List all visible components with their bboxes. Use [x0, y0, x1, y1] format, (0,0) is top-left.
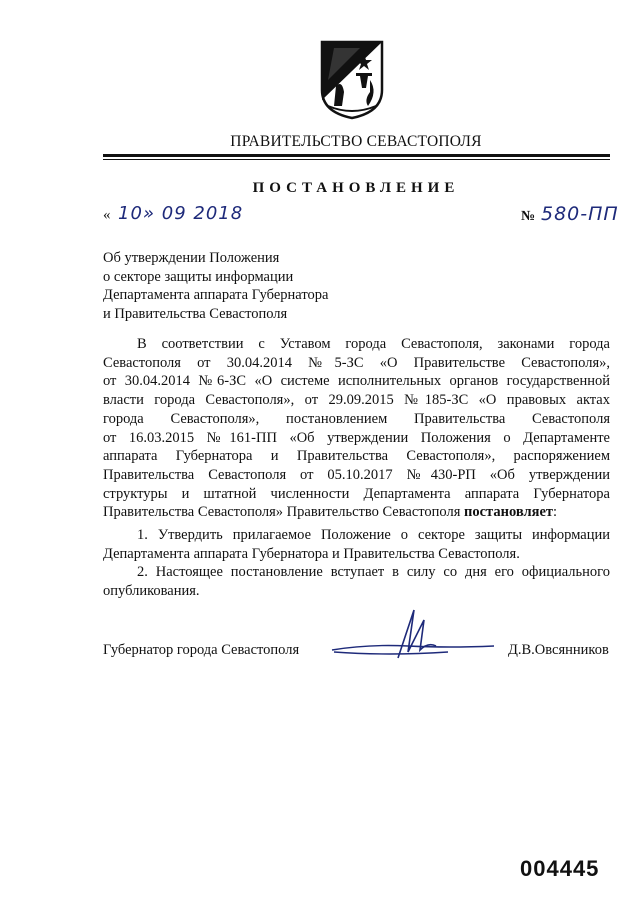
- paragraph-line: В соответствии с Уставом города Севастополя, законами города: [137, 336, 610, 352]
- preamble-paragraph: [103, 335, 610, 522]
- organization-title: ПРАВИТЕЛЬСТВО СЕВАСТОПОЛЯ: [230, 133, 482, 150]
- subject-line: Департамента аппарата Губернатора: [103, 287, 329, 304]
- form-serial-number: 004445: [520, 856, 600, 881]
- header-rule-thick: [103, 154, 610, 157]
- paragraph-line: аппарата Губернатора и Правительства Севастополя», распоряжением: [103, 448, 610, 465]
- subject-heading: [103, 249, 328, 324]
- coat-of-arms-emblem: [320, 40, 384, 120]
- paragraph-line: Департамента аппарата Губернатора и Правительства Севастополя.: [103, 545, 520, 562]
- paragraph-line: власти города Севастополя», от 29.09.2015 №185-ЗС «О правовых актах: [103, 392, 610, 409]
- header-rule-thin: [103, 159, 610, 160]
- paragraph-line: Правительства Севастополя от 05.10.2017 №430-РП «Об утверждении: [103, 466, 610, 483]
- document-type-title: ПОСТАНОВЛЕНИЕ: [252, 180, 460, 196]
- paragraph-line-text: Правительства Севастополя» Правительство Севастополя: [103, 504, 461, 521]
- subject-line: Об утверждении Положения: [103, 250, 280, 266]
- paragraph-line: от 16.03.2015 №161-ПП «Об утверждении Положения о Департаменте: [103, 429, 610, 446]
- paragraph-line: структуры и штатной численности Департамента аппарата Губернатора: [103, 485, 610, 502]
- paragraph-line: города Севастополя», постановлением Правительства Севастополя: [103, 410, 610, 427]
- paragraph-line: Севастополя от 30.04.2014 №5-ЗС «О Правительстве Севастополя»,: [103, 354, 610, 371]
- subject-line: и Правительства Севастополя: [103, 306, 288, 323]
- paragraph-line: 2. Настоящее постановление вступает в силу со дня его официального: [137, 564, 610, 580]
- item-1-paragraph: [103, 526, 610, 563]
- signatory-title: Губернатор города Севастополя: [103, 642, 300, 658]
- date-quote: «: [103, 207, 111, 223]
- paragraph-line: опубликования.: [103, 582, 200, 599]
- handwritten-signature: [328, 606, 498, 666]
- handwritten-number: 580-ПП: [541, 203, 619, 225]
- resolves-keyword: постановляет: [464, 504, 554, 521]
- paragraph-last-line: [103, 503, 610, 522]
- paragraph-line: 1. Утвердить прилагаемое Положение о секторе защиты информации: [137, 527, 610, 543]
- handwritten-date: 10» 09 2018: [118, 203, 244, 224]
- number-label: №: [521, 209, 536, 224]
- signatory-name: Д.В.Овсянников: [508, 642, 609, 658]
- item-2-paragraph: [103, 563, 610, 600]
- subject-line: о секторе защиты информации: [103, 268, 294, 285]
- paragraph-line: от 30.04.2014 №6-ЗС «О системе исполнительных органов государственной: [103, 373, 610, 390]
- resolves-colon: :: [553, 504, 558, 521]
